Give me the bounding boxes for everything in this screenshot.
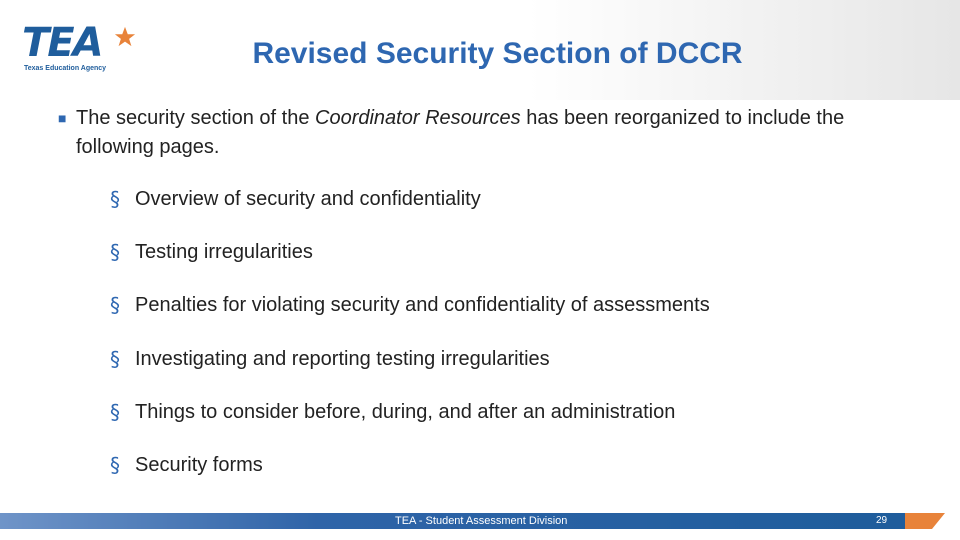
section-mark-icon: § — [110, 293, 120, 318]
logo-wordmark: TEA — [22, 20, 102, 66]
slide-title: Revised Security Section of DCCR — [252, 37, 743, 70]
logo-agency-name: Texas Education Agency — [24, 65, 107, 72]
list-item-label: Investigating and reporting testing irregularities — [135, 347, 550, 370]
lead-bullet — [58, 104, 908, 162]
lead-text — [58, 104, 908, 162]
section-mark-icon: § — [110, 399, 120, 424]
section-mark-icon: § — [110, 452, 120, 477]
list-item — [110, 237, 910, 290]
list-item — [110, 184, 910, 237]
section-mark-icon: § — [110, 346, 120, 371]
lead-text-before: The security section of the — [76, 107, 316, 129]
list-item — [110, 290, 910, 343]
list-item — [110, 397, 910, 450]
list-item — [110, 450, 910, 503]
lead-text-emphasis: Coordinator Resources — [315, 107, 521, 129]
page-number: 29 — [876, 515, 888, 526]
list-item — [110, 344, 910, 397]
page-list — [110, 184, 910, 503]
square-bullet-icon: ■ — [58, 110, 67, 126]
lead-text-after: has been reorganized to include the following pages. — [76, 107, 845, 158]
list-item-label: Things to consider before, during, and after an administration — [135, 400, 676, 423]
section-mark-icon: § — [110, 187, 120, 211]
slide-footer — [0, 513, 960, 529]
footer-label: TEA - Student Assessment Division — [395, 515, 568, 527]
list-item-label: Testing irregularities — [135, 241, 313, 264]
section-mark-icon: § — [110, 240, 120, 265]
list-item-label: Security forms — [135, 453, 263, 476]
tea-logo — [22, 22, 130, 78]
list-item-label: Overview of security and confidentiality — [135, 188, 481, 210]
list-item-label: Penalties for violating security and confidentiality of assessments — [135, 294, 710, 317]
star-icon — [114, 26, 136, 48]
